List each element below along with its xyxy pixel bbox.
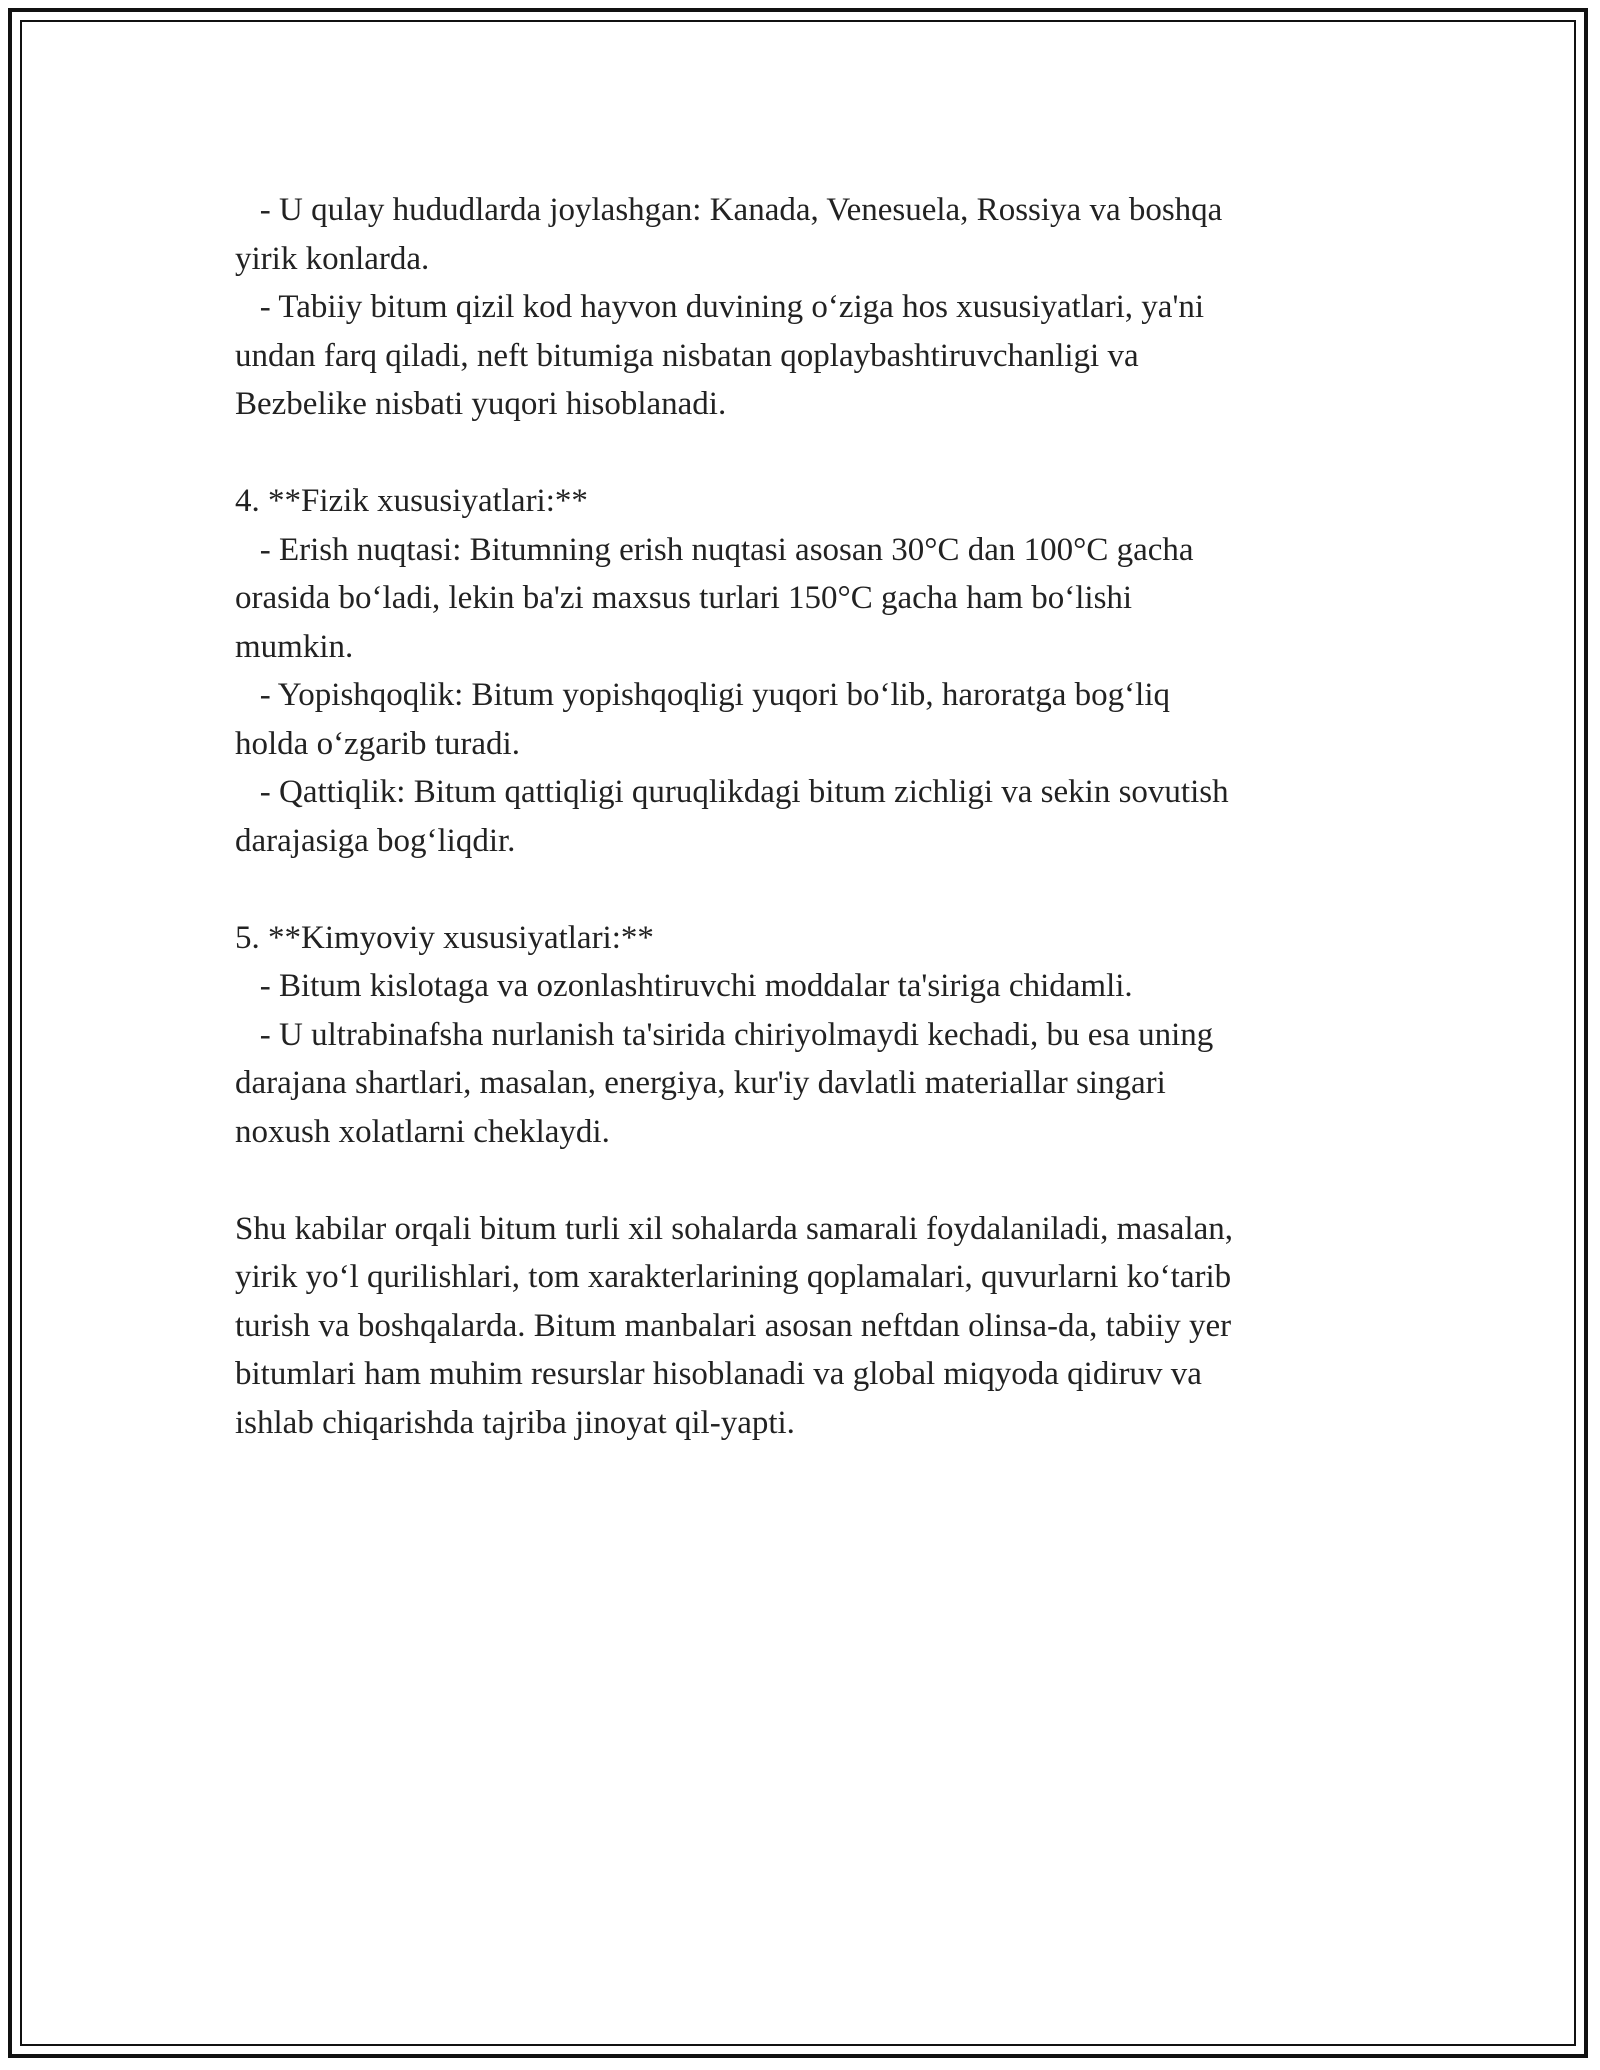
text-line: noxush xolatlarni cheklaydi. <box>235 1113 610 1150</box>
text-line: - U qulay hududlarda joylashgan: Kanada, Venesuela, Rossiya va boshqa <box>235 192 1223 228</box>
paragraph-gap <box>235 1156 1365 1205</box>
text-line: orasida bo‘ladi, lekin ba'zi maxsus turlari 150°C gacha ham bo‘lishi <box>235 580 1133 616</box>
text-line: - Qattiqlik: Bitum qattiqligi quruqlikdagi bitum zichligi va sekin sovutish <box>235 774 1229 810</box>
text-line: ishlab chiqarishda tajriba jinoyat qil-yapti. <box>235 1404 795 1441</box>
section-heading: 4. **Fizik xususiyatlari:** <box>235 483 588 519</box>
text-line: - Erish nuqtasi: Bitumning erish nuqtasi asosan 30°C dan 100°C gacha <box>235 531 1194 568</box>
text-line: - Tabiiy bitum qizil kod hayvon duvining o‘ziga hos xususiyatlari, ya'ni <box>235 289 1205 325</box>
text-line: Bezbelike nisbati yuqori hisoblanadi. <box>235 386 727 422</box>
text-line: bitumlari ham muhim resurslar hisoblanadi va global miqyoda qidiruv va <box>235 1356 1202 1392</box>
text-line: undan farq qiladi, neft bitumiga nisbatan qoplaybashtiruvchanligi va <box>235 337 1139 374</box>
text-line: darajasiga bog‘liqdir. <box>235 822 516 859</box>
text-line: yirik konlarda. <box>235 240 430 277</box>
paragraph-gap <box>235 429 1365 478</box>
section-heading: 5. **Kimyoviy xususiyatlari:** <box>235 919 654 956</box>
paragraph-gap <box>235 865 1365 914</box>
text-line: - Yopishqoqlik: Bitum yopishqoqligi yuqori bo‘lib, haroratga bog‘liq <box>235 677 1170 713</box>
text-line: turish va boshqalarda. Bitum manbalari asosan neftdan olinsa-da, tabiiy yer <box>235 1307 1232 1344</box>
document-body <box>235 186 1365 1447</box>
text-line: mumkin. <box>235 628 354 665</box>
text-line: - Bitum kislotaga va ozonlashtiruvchi moddalar ta'siriga chidamli. <box>235 968 1133 1004</box>
text-line: darajana shartlari, masalan, energiya, kur'iy davlatli materiallar singari <box>235 1065 1166 1101</box>
text-line: - U ultrabinafsha nurlanish ta'sirida chiriyolmaydi kechadi, bu esa uning <box>235 1016 1214 1053</box>
text-line: Shu kabilar orqali bitum turli xil sohalarda samarali foydalaniladi, masalan, <box>235 1210 1233 1247</box>
text-line: yirik yo‘l qurilishlari, tom xarakterlarining qoplamalari, quvurlarni ko‘tarib <box>235 1259 1232 1295</box>
text-line: holda o‘zgarib turadi. <box>235 725 520 762</box>
